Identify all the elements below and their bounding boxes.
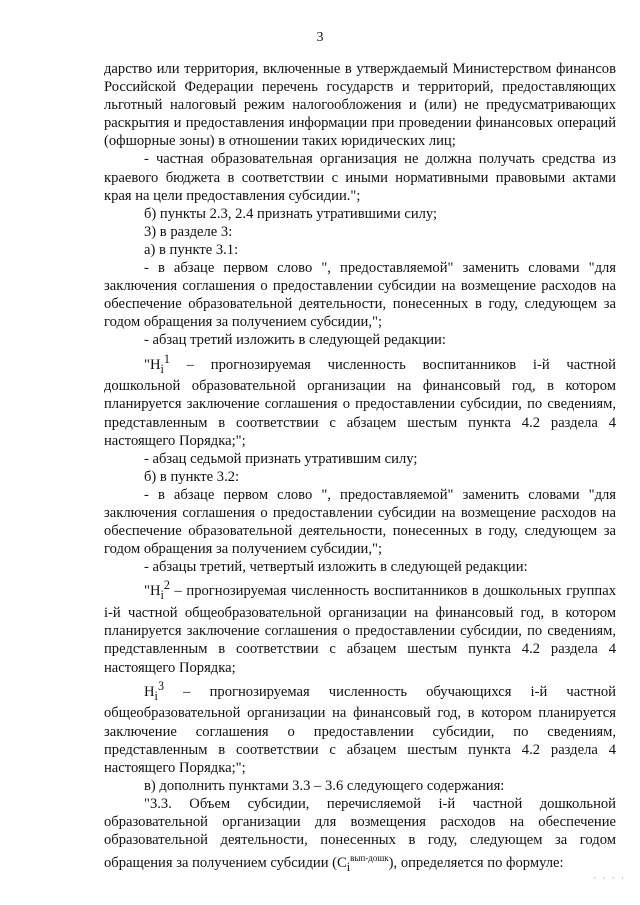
superscript-vyp-doshk: вып-дошк bbox=[350, 853, 389, 864]
paragraph-offshore-continuation: дарство или территория, включенные в утверждаемый Министерством финансов Российской Федерации перечень государств и территорий, предоставляющих льготный налоговый режим налогообложения и (или) не предусматривающих раскрытия и предоставления информации при проведении финансовых операций (офшорные зоны) в отношении таких юридических лиц; bbox=[104, 61, 616, 150]
subscript-i: i bbox=[160, 588, 164, 603]
paragraph-formula-n1: "$Н_i^1$ – прогнозируемая численность воспитанников i-й частной дошкольной образовательной организации на финансовый год, в котором планируется заключение соглашения о предоставлении субсидии, по сведениям, представленным в соответствии с абзацем шестым пункта 4.2 раздела 4 настоящего Порядка;"; bbox=[104, 351, 616, 449]
paragraph-clauses-invalid: б) пункты 2.3, 2.4 признать утратившими силу; bbox=[144, 205, 438, 222]
page-number: 3 bbox=[316, 30, 324, 45]
paragraph-add-clauses: в) дополнить пунктами 3.3 – 3.6 следующего содержания: bbox=[144, 777, 505, 794]
paragraph-third-abzac-3-1: - абзац третий изложить в следующей редакции: bbox=[144, 332, 446, 349]
subscript-i: i bbox=[154, 688, 158, 703]
paragraph-clause-3-2: б) в пункте 3.2: bbox=[144, 468, 240, 485]
superscript-2: 2 bbox=[163, 578, 170, 593]
paragraph-clause-3-3: "3.3. Объем субсидии, перечисляемой i-й частной дошкольной образовательной организации для возмещения расходов на обеспечение образовательной деятельности, понесенных в году, следующем за годом обращения за получением субсидии $(С_i^{вып-дошк})$, определяется по формуле: bbox=[104, 795, 616, 874]
paragraph-budget-condition: - частная образовательная организация не должна получать средства из краевого бюджета в соответствии с иными нормативными правовыми актами края на цели предоставления субсидии."; bbox=[104, 151, 616, 204]
paragraph-clause-3-1: а) в пункте 3.1: bbox=[144, 241, 239, 258]
paragraph-formula-n2: "$Н_i^2$ – прогнозируемая численность воспитанников в дошкольных группах i-й частной общеобразовательной организации на финансовый год, в котором планируется заключение соглашения о предоставлении субсидии, по сведениям, представленным в соответствии с абзацем шестым пункта 4.2 раздела 4 настоящего Порядка; bbox=[104, 578, 616, 676]
superscript-1: 1 bbox=[163, 351, 170, 366]
subscript-i: i bbox=[346, 860, 351, 874]
paragraph-first-abzac-3-1: - в абзаце первом слово ", предоставляемой" заменить словами "для заключения соглашения о предоставлении субсидии на возмещение расходов на обеспечение образовательной деятельности, понесенных в году, следующем за годом обращения за получением субсидии,"; bbox=[104, 260, 616, 331]
paragraph-section-3: 3) в разделе 3: bbox=[144, 223, 233, 240]
paragraph-formula-n3: $Н_i^3$ – прогнозируемая численность обучающихся i-й частной общеобразовательной организации на финансовый год, в котором планируется заключение соглашения о предоставлении субсидии, по сведениям, представленным в соответствии с абзацем шестым пункта 4.2 раздела 4 настоящего Порядка;"; bbox=[104, 678, 616, 776]
subscript-i: i bbox=[160, 361, 164, 376]
paragraph-third-fourth-abzac: - абзацы третий, четвертый изложить в следующей редакции: bbox=[144, 559, 528, 576]
paragraph-seventh-abzac: - абзац седьмой признать утратившим силу; bbox=[144, 450, 418, 467]
superscript-3: 3 bbox=[157, 678, 165, 693]
scan-artifact: · · · · bbox=[593, 873, 626, 883]
paragraph-first-abzac-3-2: - в абзаце первом слово ", предоставляемой" заменить словами "для заключения соглашения о предоставлении субсидии на возмещение расходов на обеспечение образовательной деятельности, понесенных в году, следующем за годом обращения за получением субсидии,"; bbox=[104, 486, 616, 558]
document-body bbox=[104, 60, 616, 876]
